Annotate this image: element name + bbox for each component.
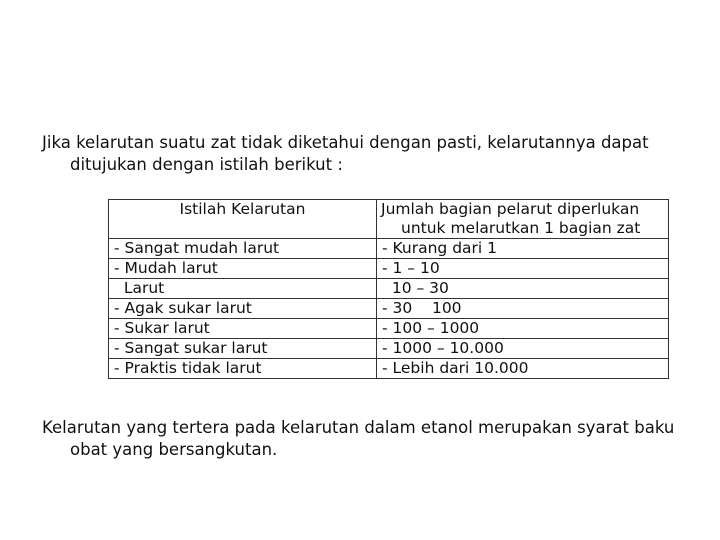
term-cell: - Praktis tidak larut <box>109 359 377 379</box>
table-row <box>109 319 669 339</box>
amount-cell: - Lebih dari 10.000 <box>377 359 669 379</box>
term-cell: - Sukar larut <box>109 319 377 339</box>
table-row <box>109 239 669 259</box>
term-cell: - Mudah larut <box>109 259 377 279</box>
amount-cell: - 30 100 <box>377 299 669 319</box>
solubility-table <box>108 199 669 379</box>
header-term: Istilah Kelarutan <box>109 200 377 239</box>
term-cell: - Sangat mudah larut <box>109 239 377 259</box>
table-row <box>109 279 669 299</box>
header-amount-line2: untuk melarutkan 1 bagian zat <box>401 219 641 237</box>
amount-cell: - 1 – 10 <box>377 259 669 279</box>
table-header-row <box>109 200 669 239</box>
term-cell: Larut <box>109 279 377 299</box>
header-amount <box>377 200 669 239</box>
amount-cell: - 1000 – 10.000 <box>377 339 669 359</box>
amount-cell: - 100 – 1000 <box>377 319 669 339</box>
intro-paragraph: Jika kelarutan suatu zat tidak diketahui dengan pasti, kelarutannya dapat ditujukan dengan istilah berikut : <box>42 133 649 174</box>
table-row <box>109 299 669 319</box>
table-row <box>109 359 669 379</box>
term-cell: - Sangat sukar larut <box>109 339 377 359</box>
closing-paragraph: Kelarutan yang tertera pada kelarutan dalam etanol merupakan syarat baku obat yang bersangkutan. <box>42 418 675 459</box>
table-row <box>109 339 669 359</box>
table-row <box>109 259 669 279</box>
amount-cell: - Kurang dari 1 <box>377 239 669 259</box>
header-amount-line1: Jumlah bagian pelarut diperlukan <box>381 200 640 218</box>
term-cell: - Agak sukar larut <box>109 299 377 319</box>
amount-cell: 10 – 30 <box>377 279 669 299</box>
